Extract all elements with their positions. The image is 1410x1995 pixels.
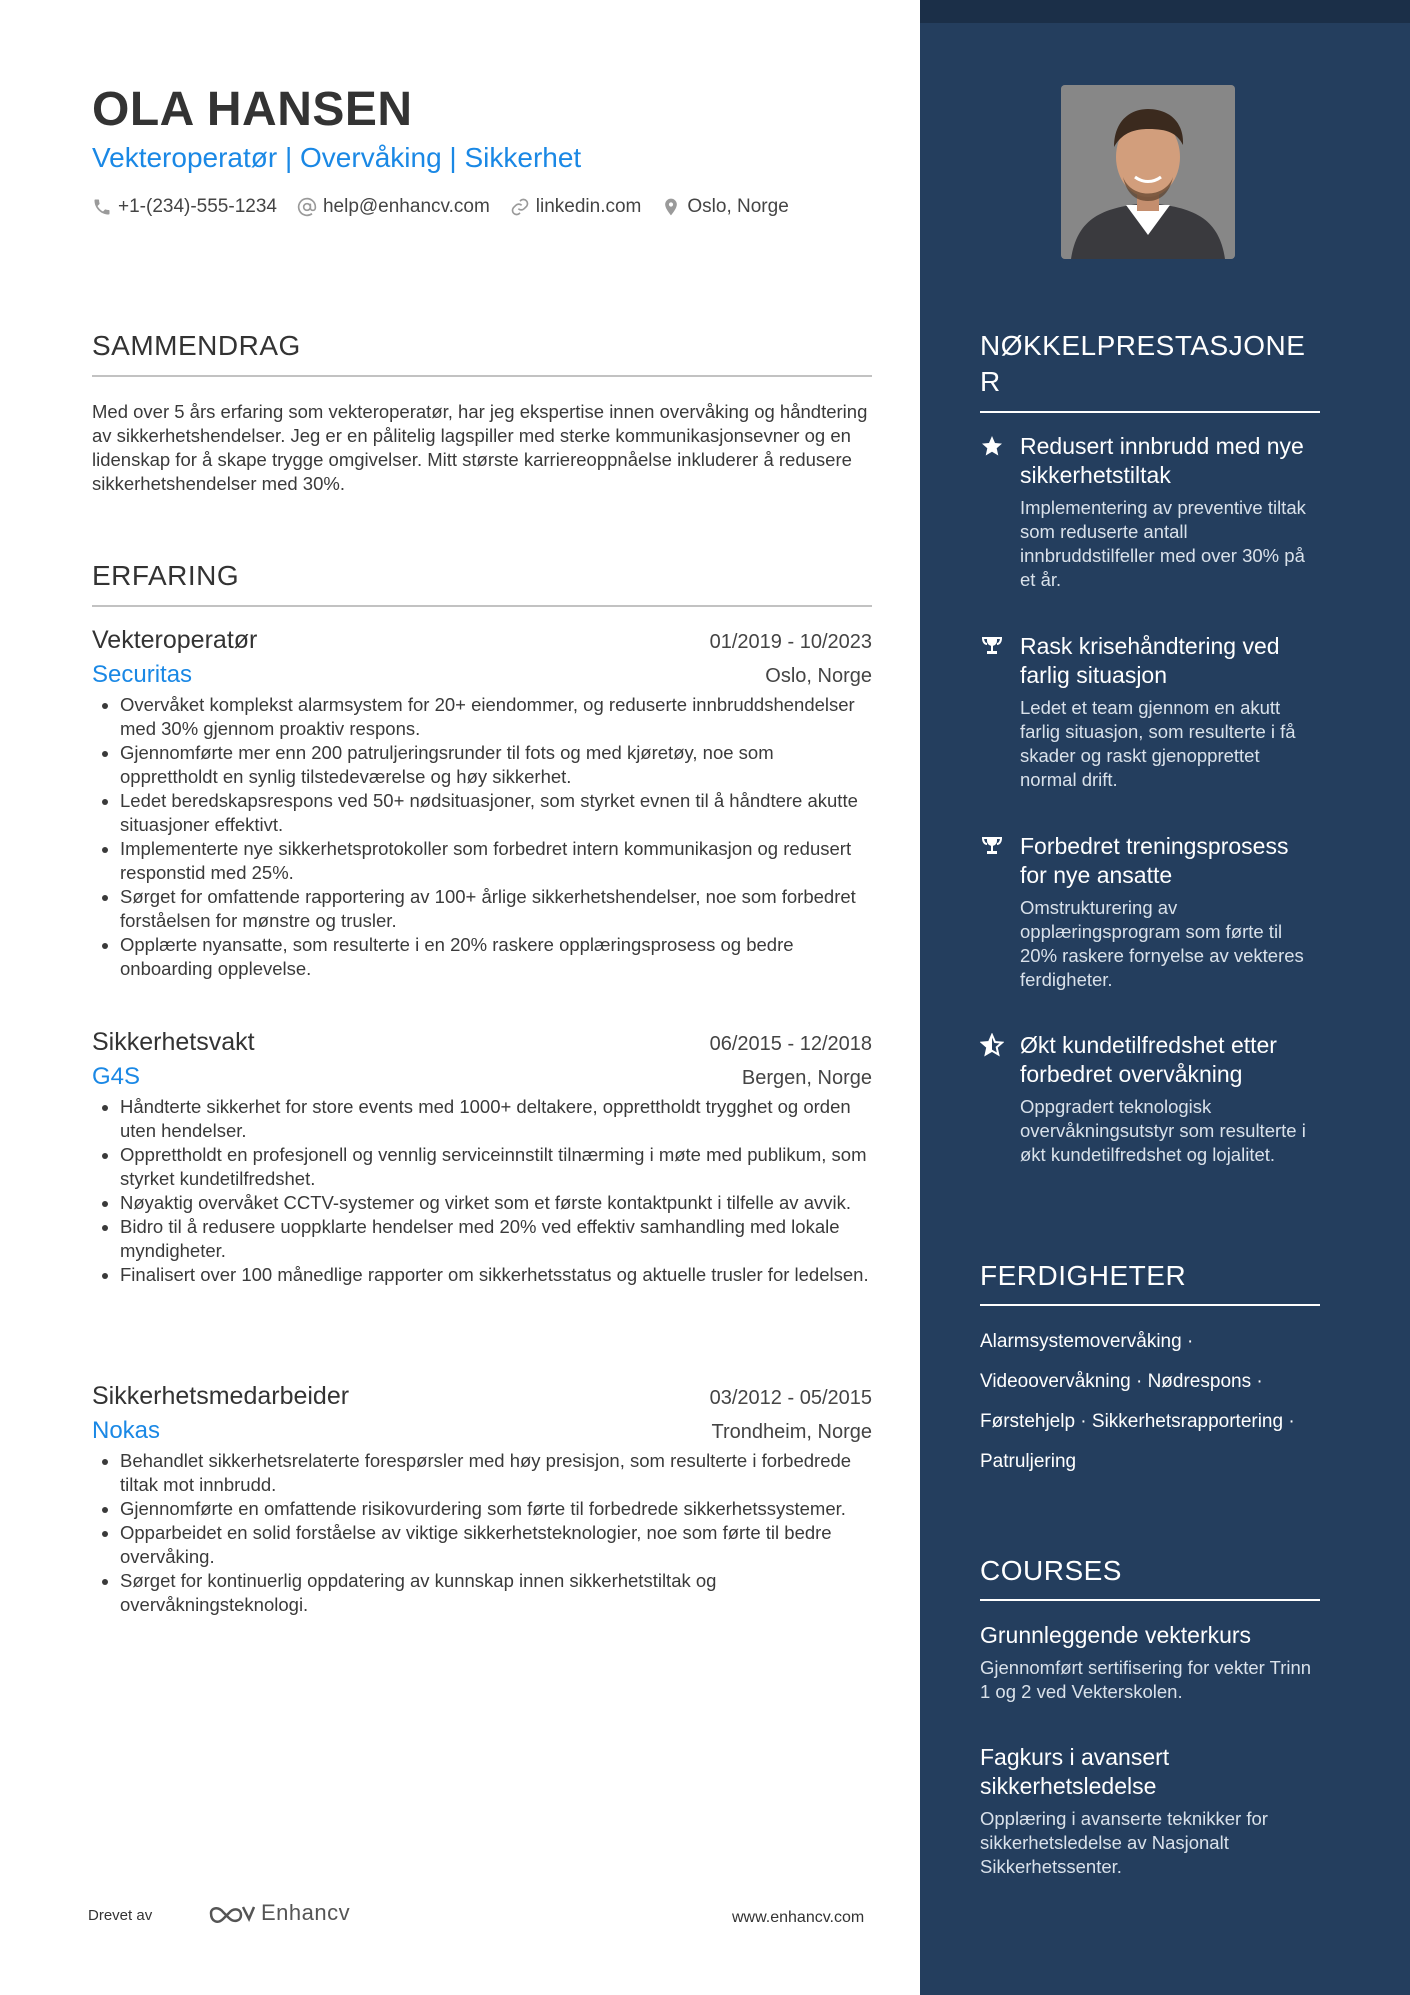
bullet-item: • Opprettholdt en profesjonell og vennlig serviceinnstilt tilnærming i møte med publikum, som styrket kundetilfredshet. — [120, 1143, 872, 1191]
job-bullets — [92, 1449, 872, 1617]
achievement-title: Redusert innbrudd med nye sikkerhetstiltak — [1020, 433, 1304, 488]
bullet-item: • Implementerte nye sikkerhetsprotokoller som forbedret intern kommunikasjon og redusert responstid med 25%. — [120, 837, 872, 885]
job-entry — [92, 1382, 872, 1617]
course-title: Grunnleggende vekterkurs — [980, 1622, 1252, 1648]
skills-list — [980, 1322, 1330, 1482]
skills-divider — [980, 1304, 1320, 1306]
bullet-item: • Behandlet sikkerhetsrelaterte forespørsler med høy presisjon, som resulterte i forbedrede tiltak mot innbrudd. — [120, 1449, 872, 1497]
achievements-heading-line2: R — [980, 366, 1001, 397]
bullet-item: • Bidro til å redusere uoppklarte hendelser med 20% ved effektiv samhandling med lokale myndigheter. — [120, 1215, 872, 1263]
achievements-divider — [980, 411, 1320, 413]
job-title: Vekteroperatør — [92, 626, 258, 654]
achievement-desc: Ledet et team gjennom en akutt farlig situasjon, som resulterte i få skader og raskt gjenopprettet normal drift. — [1020, 697, 1296, 790]
headline: Vekteroperatør | Overvåking | Sikkerhet — [92, 142, 582, 173]
achievement-item — [980, 1031, 1320, 1167]
achievement-title: Forbedret treningsprosess for nye ansatte — [1020, 833, 1289, 888]
course-desc: Opplæring i avanserte teknikker for sikkerhetsledelse av Nasjonalt Sikkerhetssenter. — [980, 1808, 1268, 1877]
job-location: Oslo, Norge — [765, 665, 872, 687]
half-star-icon — [980, 1033, 1004, 1057]
trophy-icon — [980, 834, 1004, 858]
job-entry — [92, 626, 872, 981]
bullet-item: • Ledet beredskapsrespons ved 50+ nødsituasjoner, som styrket evnen til å håndtere akutte situasjoner effektivt. — [120, 789, 872, 837]
skills-line: Videoovervåkning · Nødrespons · — [980, 1371, 1263, 1392]
job-location: Bergen, Norge — [741, 1067, 872, 1089]
skills-heading: FERDIGHETER — [980, 1260, 1187, 1291]
job-title: Sikkerhetsmedarbeider — [92, 1382, 350, 1410]
job-bullets — [92, 1095, 872, 1287]
courses-heading: COURSES — [980, 1555, 1122, 1586]
experience-divider — [92, 605, 872, 607]
course-desc: Gjennomført sertifisering for vekter Trinn 1 og 2 ved Vekterskolen. — [980, 1657, 1312, 1702]
bullet-item: • Sørget for kontinuerlig oppdatering av kunnskap innen sikkerhetstiltak og overvåkningsteknologi. — [120, 1569, 872, 1617]
achievement-title: Rask krisehåndtering ved farlig situasjon — [1020, 633, 1280, 688]
location-text: Oslo, Norge — [687, 196, 789, 217]
course-item — [980, 1621, 1320, 1704]
enhancv-logo-icon — [207, 1901, 255, 1925]
bullet-item: • Opparbeidet en solid forståelse av viktige sikkerhetsteknologier, noe som førte til bedre overvåking. — [120, 1521, 872, 1569]
enhancv-logo[interactable] — [207, 1900, 350, 1926]
profile-photo — [1061, 85, 1235, 259]
job-company: Nokas — [92, 1417, 161, 1444]
skills-line: Alarmsystemovervåking · — [980, 1331, 1194, 1352]
job-bullets — [92, 693, 872, 981]
bullet-item: • Opplærte nyansatte, som resulterte i en 20% raskere opplæringsprosess og bedre onboarding opplevelse. — [120, 933, 872, 981]
job-dates: 03/2012 - 05/2015 — [709, 1387, 872, 1409]
job-location: Trondheim, Norge — [711, 1421, 872, 1443]
summary-heading: SAMMENDRAG — [92, 330, 301, 361]
bullet-item: • Gjennomførte mer enn 200 patruljeringsrunder til fots og med kjøretøy, noe som opprettholdt en synlig tilstedeværelse og høy sikkerhet. — [120, 741, 872, 789]
achievement-item — [980, 432, 1320, 592]
courses-divider — [980, 1599, 1320, 1601]
achievement-desc: Omstrukturering av opplæringsprogram som førte til 20% raskere fornyelse av vekteres ferdigheter. — [1020, 897, 1304, 990]
achievements-heading — [980, 328, 1305, 400]
trophy-icon — [980, 634, 1004, 658]
job-entry — [92, 1028, 872, 1287]
achievement-desc: Oppgradert teknologisk overvåkningsutstyr som resulterte i økt kundetilfredshet og lojalitet. — [1020, 1096, 1306, 1165]
achievement-title: Økt kundetilfredshet etter forbedret overvåkning — [1020, 1032, 1277, 1087]
location-pin-icon — [661, 197, 681, 217]
achievement-item — [980, 632, 1320, 792]
website-link[interactable]: www.enhancv.com — [732, 1909, 865, 1926]
brand-name: Enhancv — [261, 1900, 351, 1925]
job-company: Securitas — [92, 661, 193, 688]
job-title: Sikkerhetsvakt — [92, 1028, 255, 1056]
bullet-item: • Sørget for omfattende rapportering av 100+ årlige sikkerhetshendelser, noe som forbedret forståelsen for mønstre og trusler. — [120, 885, 872, 933]
summary-text: Med over 5 års erfaring som vekteroperatør, har jeg ekspertise innen overvåking og håndtering av sikkerhetshendelser. Jeg er en pålitelig lagspiller med sterke kommunikasjonsevner og en lidenskap for å skape trygge omgivelser. Mitt største karriereoppnåelse inkluderer å redusere sikkerhetshendelser med 30%. — [92, 401, 868, 494]
star-icon — [980, 434, 1004, 458]
phone-text: +1-(234)-555-1234 — [118, 196, 277, 217]
bullet-item: • Nøyaktig overvåket CCTV-systemer og virket som et første kontaktpunkt i tilfelle av avvik. — [120, 1191, 872, 1215]
achievement-desc: Implementering av preventive tiltak som reduserte antall innbruddstilfeller med over 30% på et år. — [1020, 497, 1306, 590]
job-dates: 01/2019 - 10/2023 — [709, 631, 872, 653]
phone-icon — [92, 197, 112, 217]
powered-by-label: Drevet av — [88, 1907, 153, 1924]
course-item — [980, 1743, 1320, 1879]
linkedin-text: linkedin.com — [535, 196, 642, 217]
at-icon — [297, 197, 317, 217]
email-text: help@enhancv.com — [322, 196, 490, 217]
bullet-item: • Finalisert over 100 månedlige rapporter om sikkerhetsstatus og aktuelle trusler for ledelsen. — [120, 1263, 872, 1287]
job-company: G4S — [92, 1063, 141, 1090]
job-dates: 06/2015 - 12/2018 — [709, 1033, 872, 1055]
skills-line: Patruljering — [980, 1451, 1077, 1472]
experience-heading: ERFARING — [92, 560, 240, 591]
sidebar-top-bar — [920, 0, 1410, 23]
link-icon — [510, 197, 530, 217]
contact-phone[interactable] — [92, 196, 277, 218]
skills-line: Førstehjelp · Sikkerhetsrapportering · — [980, 1411, 1295, 1432]
contact-email[interactable] — [297, 196, 490, 218]
bullet-item: • Håndterte sikkerhet for store events med 1000+ deltakere, opprettholdt trygghet og orden uten hendelser. — [120, 1095, 872, 1143]
contact-bar — [92, 196, 809, 218]
contact-location — [661, 196, 788, 218]
contact-linkedin[interactable] — [510, 196, 642, 218]
summary-divider — [92, 375, 872, 377]
bullet-item: • Overvåket komplekst alarmsystem for 20+ eiendommer, og reduserte innbruddshendelser med 30% gjennom proaktiv respons. — [120, 693, 872, 741]
bullet-item: • Gjennomførte en omfattende risikovurdering som førte til forbedrede sikkerhetssystemer. — [120, 1497, 872, 1521]
candidate-name: OLA HANSEN — [92, 83, 413, 136]
course-title: Fagkurs i avansert sikkerhetsledelse — [980, 1744, 1170, 1799]
sidebar — [920, 0, 1410, 1995]
achievement-item — [980, 832, 1320, 992]
portrait-avatar-icon — [1061, 85, 1235, 259]
achievements-heading-line1: NØKKELPRESTASJONE — [980, 330, 1306, 361]
